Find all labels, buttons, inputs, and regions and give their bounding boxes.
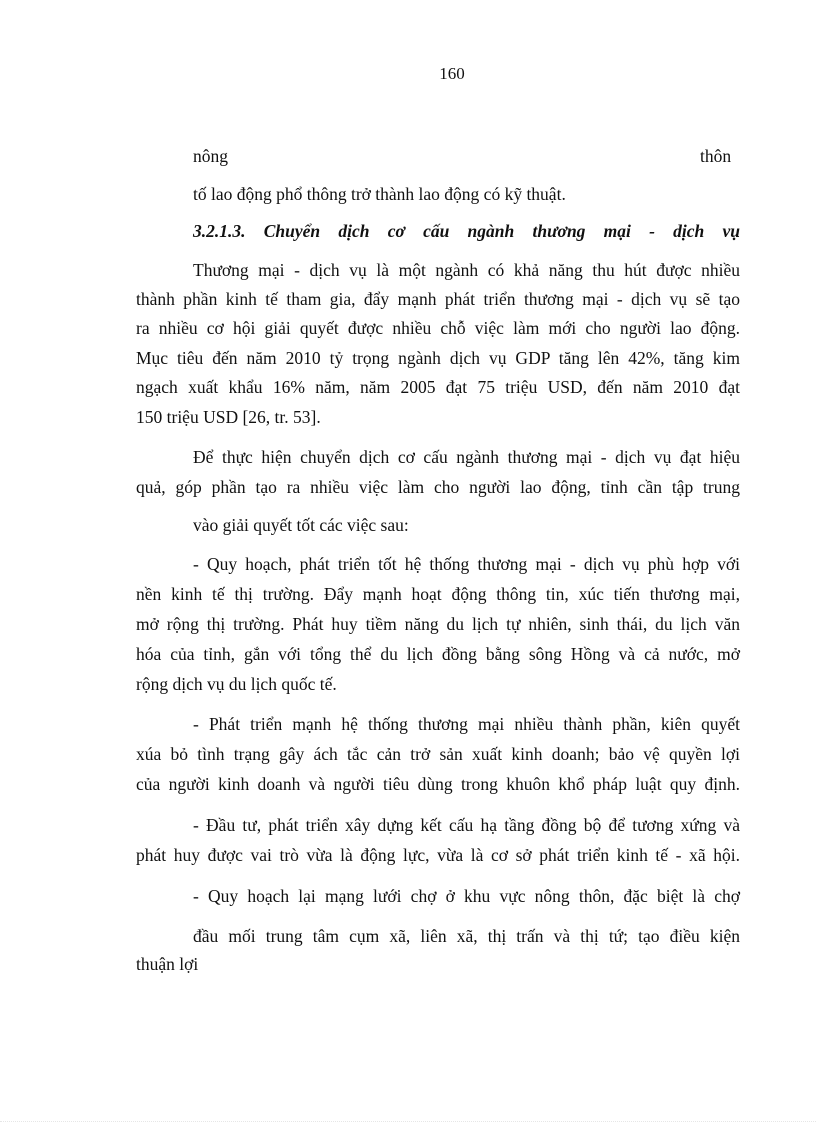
paragraph-line: 150 triệu USD [26, tr. 53]. — [136, 407, 321, 427]
paragraph-line: mở rộng thị trường. Phát huy tiềm năng du lịch tự nhiên, sinh thái, du lịch văn — [136, 614, 740, 634]
section-heading: 3.2.1.3. Chuyển dịch cơ cấu ngành thương mại - dịch vụ — [193, 221, 740, 241]
paragraph-line: vào giải quyết tốt các việc sau: — [193, 515, 409, 535]
paragraph-line: thành phần kinh tế tham gia, đẩy mạnh phát triển thương mại - dịch vụ sẽ tạo — [136, 289, 740, 309]
paragraph-line: tố lao động phổ thông trở thành lao động có kỹ thuật. — [193, 184, 566, 204]
line-left-word: nông — [193, 146, 228, 166]
paragraph-line: hóa của tỉnh, gắn với tổng thể du lịch đồng bằng sông Hồng và cả nước, mở — [136, 644, 740, 664]
paragraph-line: thuận lợi — [136, 954, 199, 974]
page-number: 160 — [439, 64, 465, 83]
paragraph-line: ngạch xuất khẩu 16% năm, năm 2005 đạt 75 triệu USD, đến năm 2010 đạt — [136, 377, 740, 397]
paragraph-line: phát huy được vai trò vừa là động lực, vừa là cơ sở phát triển kinh tế - xã hội. — [136, 845, 740, 865]
line-right-word: thôn — [700, 146, 732, 166]
paragraph-line: - Đầu tư, phát triển xây dựng kết cấu hạ tầng đồng bộ để tương xứng và — [193, 815, 740, 835]
paragraph-line: Để thực hiện chuyển dịch cơ cấu ngành thương mại - dịch vụ đạt hiệu — [193, 447, 740, 467]
paragraph-line: đầu mối trung tâm cụm xã, liên xã, thị trấn và thị tứ; tạo điều kiện — [193, 926, 740, 946]
paragraph-line: - Quy hoạch lại mạng lưới chợ ở khu vực nông thôn, đặc biệt là chợ — [193, 886, 740, 906]
paragraph-line: xúa bỏ tình trạng gây ách tắc cản trở sản xuất kinh doanh; bảo vệ quyền lợi — [136, 744, 740, 764]
paragraph-line: rộng dịch vụ du lịch quốc tế. — [136, 674, 337, 694]
paragraph-line: ra nhiều cơ hội giải quyết được nhiều chỗ việc làm mới cho người lao động. — [136, 318, 740, 338]
paragraph-line: nền kinh tế thị trường. Đẩy mạnh hoạt động thông tin, xúc tiến thương mại, — [136, 584, 740, 604]
paragraph-line: - Quy hoạch, phát triển tốt hệ thống thương mại - dịch vụ phù hợp với — [193, 554, 740, 574]
paragraph-line: quả, góp phần tạo ra nhiều việc làm cho người lao động, tỉnh cần tập trung — [136, 477, 740, 497]
paragraph-line: - Phát triển mạnh hệ thống thương mại nhiều thành phần, kiên quyết — [193, 714, 740, 734]
paragraph-line: Thương mại - dịch vụ là một ngành có khả năng thu hút được nhiều — [193, 260, 740, 280]
paragraph-line: của người kinh doanh và người tiêu dùng trong khuôn khổ pháp luật quy định. — [136, 774, 740, 794]
paragraph-line: Mục tiêu đến năm 2010 tỷ trọng ngành dịch vụ GDP tăng lên 42%, tăng kim — [136, 348, 740, 368]
page-bottom-rule — [0, 1121, 816, 1122]
